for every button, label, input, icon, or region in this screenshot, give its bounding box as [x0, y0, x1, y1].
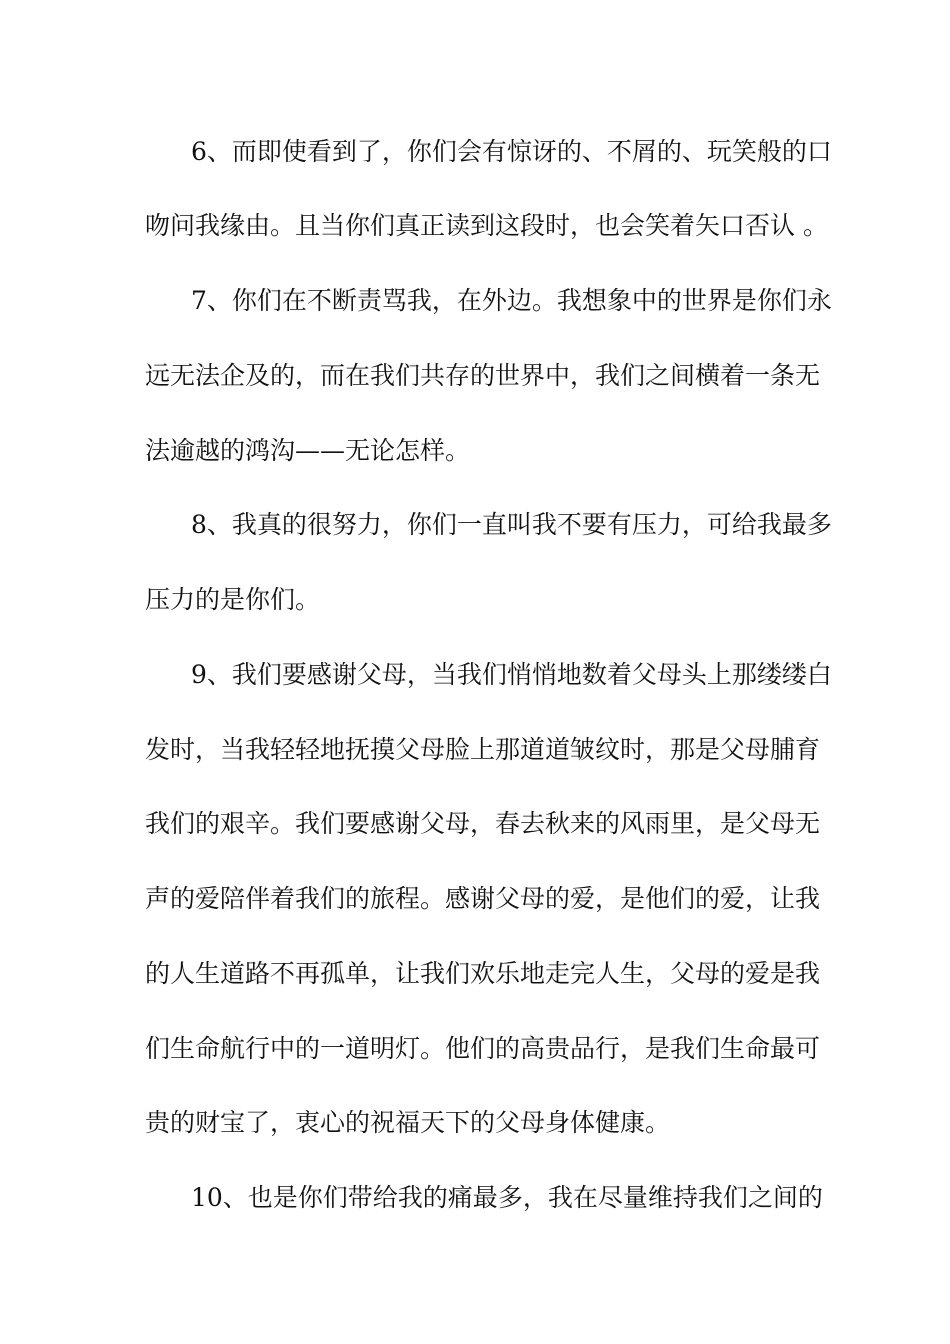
- paragraph-9-line-2: 发时，当我轻轻地抚摸父母脸上那道道皱纹时，那是父母脯育: [145, 735, 821, 764]
- paragraph-9-line-6: 们生命航行中的一道明灯。他们的高贵品行，是我们生命最可: [145, 1034, 821, 1063]
- paragraph-6-line-1: 6、而即使看到了，你们会有惊讶的、不屑的、玩笑般的口: [191, 137, 832, 166]
- paragraph-8-line-1: 8、我真的很努力，你们一直叫我不要有压力，可给我最多: [191, 510, 832, 539]
- paragraph-9-line-5: 的人生道路不再孤单，让我们欢乐地走完人生，父母的爱是我: [145, 959, 821, 988]
- paragraph-8-line-2: 压力的是你们。: [145, 585, 321, 614]
- paragraph-6-line-2: 吻问我缘由。且当你们真正读到这段时，也会笑着矢口否认 。: [145, 211, 828, 240]
- paragraph-7-line-2: 远无法企及的，而在我们共存的世界中，我们之间横着一条无: [145, 361, 821, 390]
- paragraph-9-line-1: 9、我们要感谢父母，当我们悄悄地数着父母头上那缕缕白: [191, 660, 832, 689]
- paragraph-10-line-1: 10、也是你们带给我的痛最多，我在尽量维持我们之间的: [191, 1183, 823, 1212]
- paragraph-7-line-3: 法逾越的鸿沟——无论怎样。: [145, 436, 471, 465]
- paragraph-9-line-4: 声的爱陪伴着我们的旅程。感谢父母的爱，是他们的爱，让我: [145, 884, 821, 913]
- paragraph-9-line-3: 我们的艰辛。我们要感谢父母，春去秋来的风雨里，是父母无: [145, 809, 821, 838]
- paragraph-9-line-7: 贵的财宝了，衷心的祝福天下的父母身体健康。: [145, 1108, 671, 1137]
- paragraph-7-line-1: 7、你们在不断责骂我，在外边。我想象中的世界是你们永: [191, 286, 832, 315]
